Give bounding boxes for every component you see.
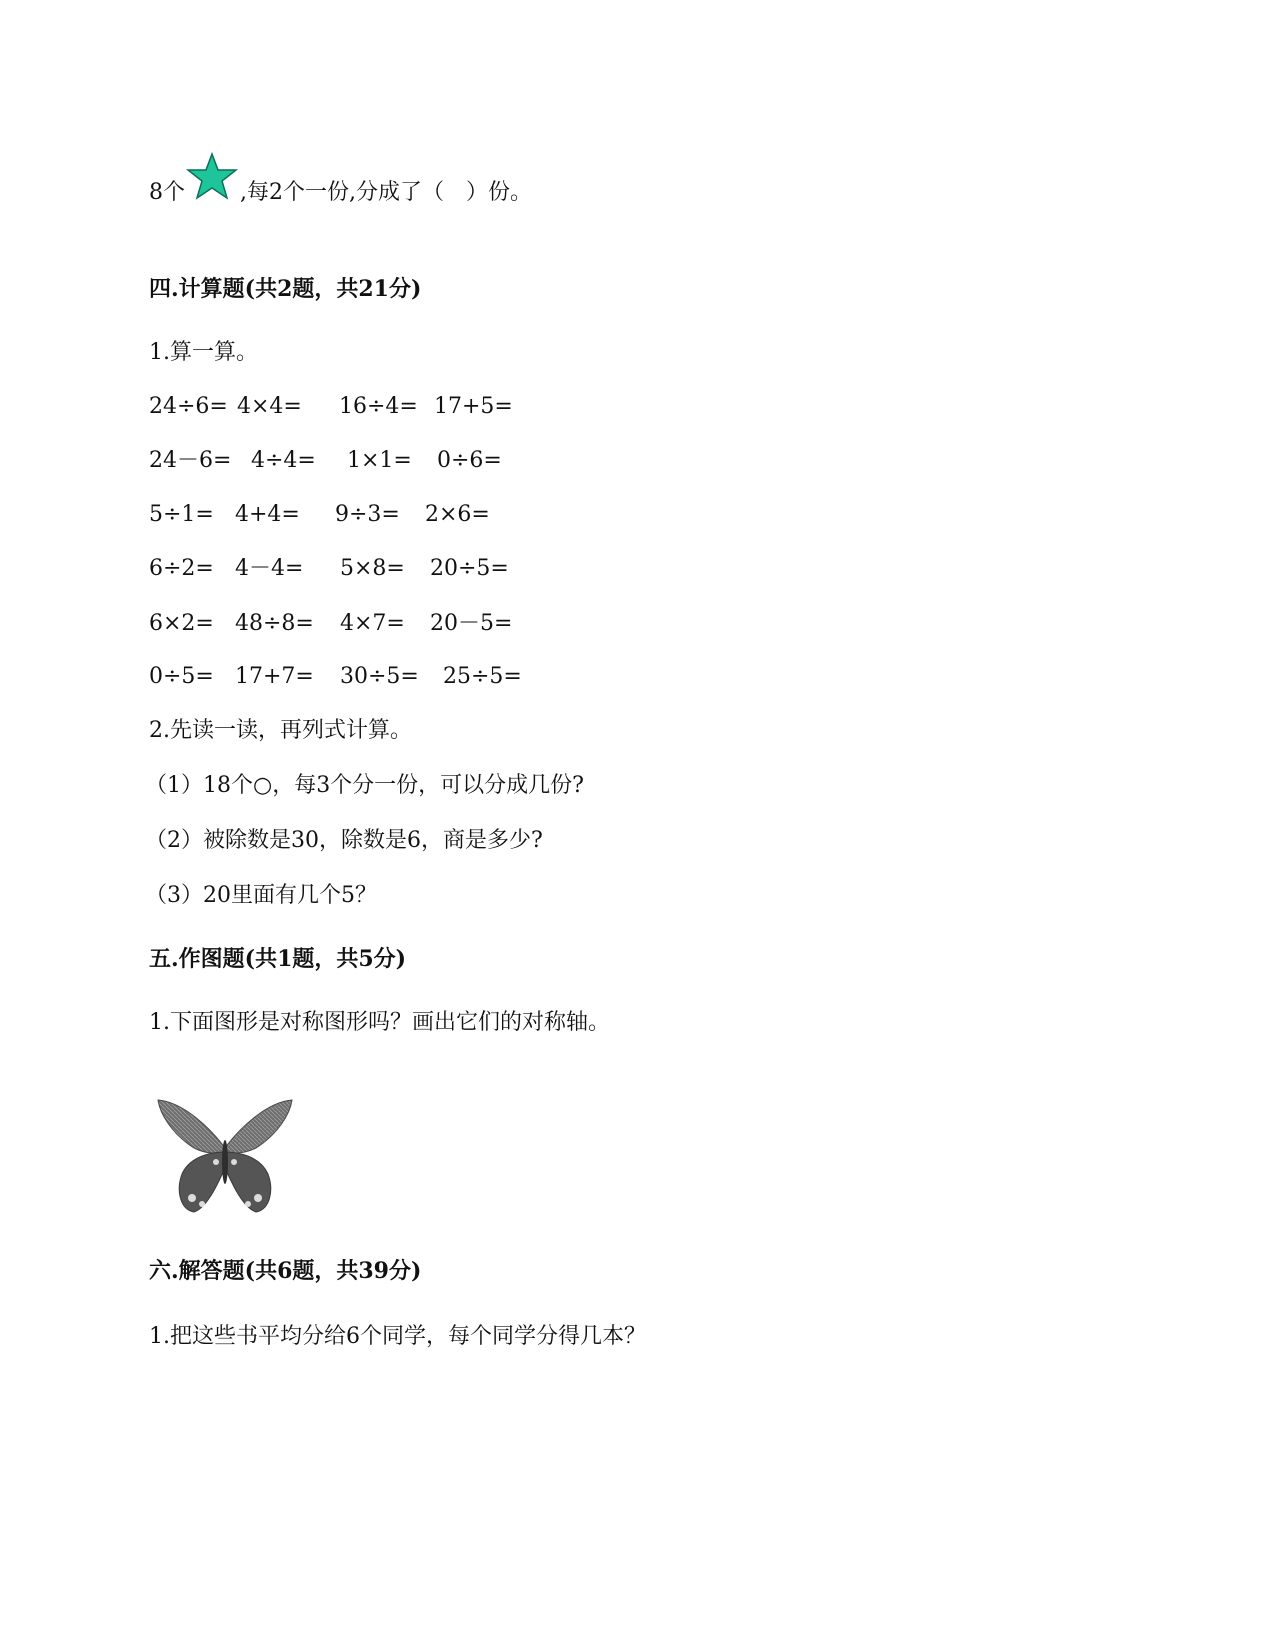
star-question-prefix: 8个 — [149, 180, 185, 205]
calc-item: 48÷8= — [235, 611, 314, 636]
star-question-suffix: ,每2个一份,分成了（ ）份。 — [240, 180, 532, 205]
calc-item: 30÷5= — [340, 664, 419, 689]
section5-title: 五.作图题(共1题，共5分) — [149, 946, 407, 972]
calc-item: 25÷5= — [443, 664, 522, 689]
star-icon — [186, 152, 238, 200]
section4-q2-item: （2）被除数是30，除数是6，商是多少? — [145, 828, 543, 853]
calc-item: 5÷1= — [149, 502, 214, 527]
calc-item: 16÷4= — [339, 394, 418, 419]
calc-item: 6÷2= — [149, 556, 214, 581]
calc-item: 20－5= — [430, 611, 513, 636]
calc-item: 24÷6= — [149, 394, 228, 419]
star-question — [149, 178, 185, 208]
section4-q2-label: 2.先读一读，再列式计算。 — [149, 718, 412, 743]
calc-item: 17+7= — [235, 664, 314, 689]
section4-q2-item: （1）18个○，每3个分一份，可以分成几份? — [145, 773, 584, 798]
section6-q1-label: 1.把这些书平均分给6个同学，每个同学分得几本？ — [149, 1324, 646, 1349]
calc-item: 4+4= — [235, 502, 300, 527]
butterfly-figure — [154, 1090, 296, 1220]
section5-q1-label: 1.下面图形是对称图形吗？画出它们的对称轴。 — [149, 1010, 610, 1035]
calc-item: 17+5= — [434, 394, 513, 419]
calc-item: 4×7= — [340, 611, 405, 636]
calc-item: 4×4= — [237, 394, 302, 419]
calc-item: 4÷4= — [251, 448, 316, 473]
section6-title: 六.解答题(共6题，共39分) — [149, 1258, 422, 1284]
calc-item: 6×2= — [149, 611, 214, 636]
section4-q1-label: 1.算一算。 — [149, 340, 258, 365]
calc-item: 5×8= — [340, 556, 405, 581]
section4-title: 四.计算题(共2题，共21分) — [149, 276, 422, 302]
calc-item: 20÷5= — [430, 556, 509, 581]
calc-item: 0÷6= — [437, 448, 502, 473]
calc-item: 9÷3= — [335, 502, 400, 527]
calc-item: 1×1= — [347, 448, 412, 473]
star-question-rest — [240, 178, 532, 208]
calc-item: 0÷5= — [149, 664, 214, 689]
calc-item: 4－4= — [235, 556, 304, 581]
calc-item: 24－6= — [149, 448, 232, 473]
calc-item: 2×6= — [425, 502, 490, 527]
section4-q2-item: （3）20里面有几个5？ — [145, 883, 377, 908]
